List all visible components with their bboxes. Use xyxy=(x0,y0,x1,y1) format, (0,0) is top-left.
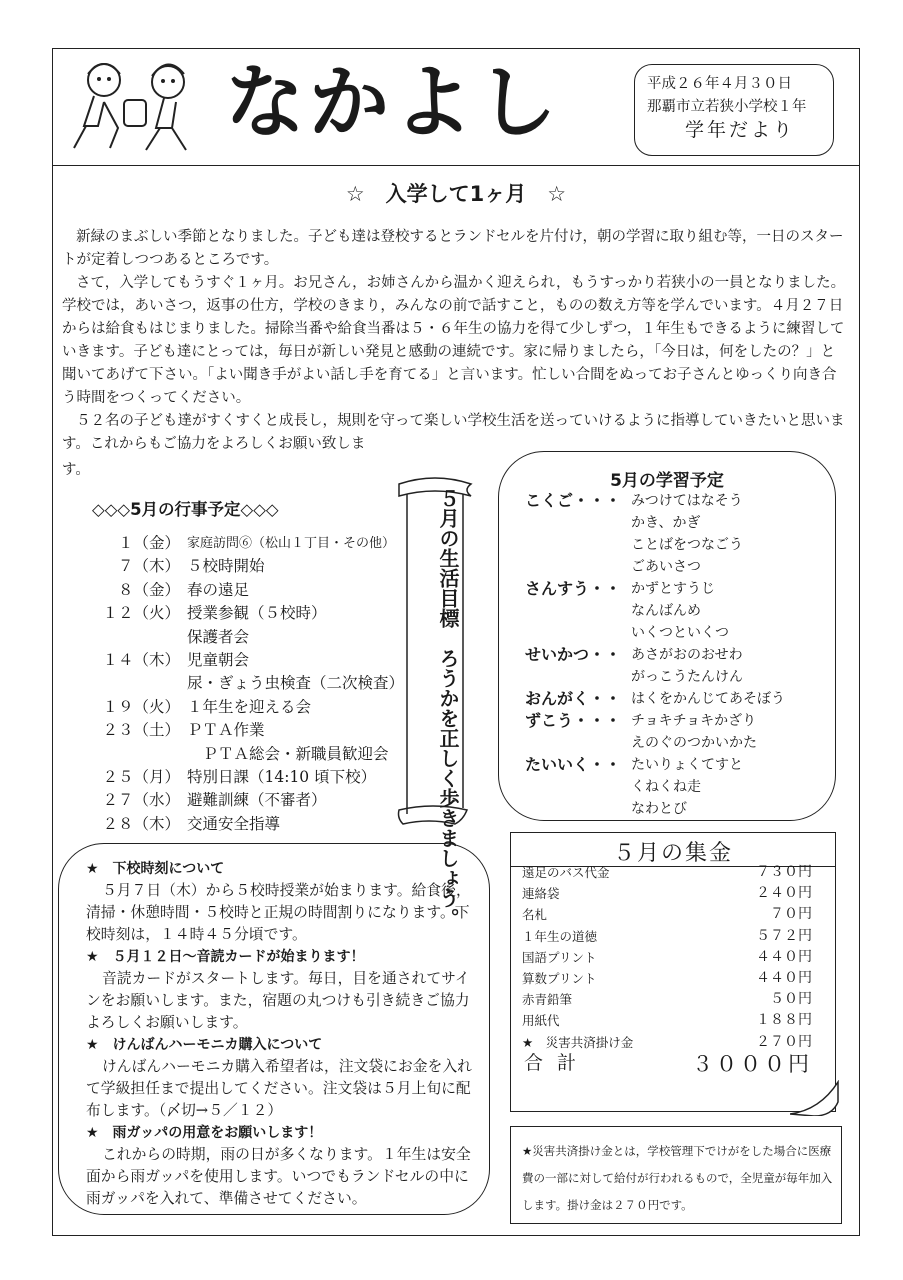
event-row xyxy=(70,626,400,649)
fee-row xyxy=(522,989,812,1010)
event-row xyxy=(70,555,400,578)
notice-body: 音読カードがスタートします。毎日，目を通されてサインをお願いします。また，宿題の丸つけも引き続きご協力よろしくお願いします。 xyxy=(86,970,470,1031)
study-row xyxy=(525,534,825,556)
event-text: 特別日課（14:10 頃下校） xyxy=(187,767,377,786)
fee-name: 算数プリント xyxy=(522,970,597,986)
children-logo xyxy=(64,52,214,162)
event-row xyxy=(70,696,400,719)
notice-heading: ★ 雨ガッパの用意をお願いします！ xyxy=(86,1125,323,1141)
event-text: ５校時開始 xyxy=(187,557,265,576)
fee-row xyxy=(522,968,812,989)
event-date: ７（木） xyxy=(117,557,180,576)
study-subject: ずこう・・・ xyxy=(525,711,622,730)
study-plan-title: 5月の学習予定 xyxy=(610,471,724,491)
fee-amount: ２７０円 xyxy=(756,1033,812,1050)
event-date: １４（木） xyxy=(102,650,180,669)
header-divider xyxy=(52,165,860,166)
fee-amount: ５０円 xyxy=(770,991,812,1008)
event-date: ８（金） xyxy=(117,580,180,599)
event-row xyxy=(70,719,400,742)
notice-heading: ★ けんばんハーモニカ購入について xyxy=(86,1037,323,1053)
study-subject: こくご・・・ xyxy=(525,491,622,510)
event-date: ２５（月） xyxy=(102,767,180,786)
footnote-text: ★災害共済掛け金とは，学校管理下でけがをした場合に医療費の一部に対して給付が行われるもので，全児童が毎年加入します。掛け金は２７０円です。 xyxy=(522,1144,833,1212)
event-row xyxy=(70,532,400,555)
event-text: ＰＴＡ作業 xyxy=(187,721,265,740)
notices-list xyxy=(86,858,474,1210)
issue-date: 平成２６年４月３０日 xyxy=(647,76,792,92)
event-row xyxy=(70,813,400,836)
event-text: 避難訓練（不審者） xyxy=(187,791,327,810)
event-text: 家庭訪問⑥（松山１丁目・その他） xyxy=(187,536,396,551)
fee-row xyxy=(522,862,812,883)
notice-body: これからの時期，雨の日が多くなります。１年生は安全面から雨ガッパを使用します。いつでもランドセルの中に雨ガッパを入れて、準備させてください。 xyxy=(86,1146,471,1207)
fee-name: 連絡袋 xyxy=(522,886,560,902)
event-text: ＰＴＡ総会・新職員歓迎会 xyxy=(187,744,389,763)
fees-total-label: 合計 xyxy=(524,1052,591,1074)
intro-paragraph-3-end: す。 xyxy=(62,462,90,478)
study-item: はくをかんじてあそぼう xyxy=(631,691,785,707)
fees-list xyxy=(522,862,812,1053)
study-item: かずとすうじ xyxy=(631,581,715,597)
notice-heading: ★ 下校時刻について xyxy=(86,861,225,877)
newsletter-type: 学年だより xyxy=(685,119,796,141)
fee-amount: ２４０円 xyxy=(756,885,812,902)
fee-amount: ７３０円 xyxy=(756,864,812,880)
event-text: 尿・ぎょう虫検査（二次検査） xyxy=(187,674,405,693)
events-list xyxy=(70,532,405,836)
study-subject: おんがく・・ xyxy=(525,689,622,708)
school-name: 那覇市立若狭小学校１年 xyxy=(647,99,807,115)
fee-row xyxy=(522,926,812,947)
event-date: ２７（水） xyxy=(102,791,180,810)
event-row xyxy=(70,579,400,602)
event-text: 春の遠足 xyxy=(187,580,250,599)
study-plan-list xyxy=(525,490,825,820)
notice-body: けんばんハーモニカ購入希望者は，注文袋にお金を入れて学級担任まで提出してください。注文袋は５月上旬に配布します。（〆切→５／１２） xyxy=(86,1058,472,1119)
page-curl xyxy=(790,1080,840,1116)
study-subject: たいいく・・ xyxy=(525,755,622,774)
study-item: みつけてはなそう xyxy=(631,493,743,509)
study-row xyxy=(525,776,825,798)
study-subject: せいかつ・・ xyxy=(525,645,622,664)
event-row xyxy=(70,743,400,766)
study-row xyxy=(525,556,825,578)
study-row xyxy=(525,798,825,820)
study-row xyxy=(525,710,825,732)
study-row xyxy=(525,644,825,666)
event-text: １年生を迎える会 xyxy=(187,697,312,716)
fee-amount: ４４０円 xyxy=(756,948,812,965)
event-text: 児童朝会 xyxy=(187,650,250,669)
study-item: くねくね走 xyxy=(631,779,701,795)
fee-name: 赤青鉛筆 xyxy=(522,992,573,1008)
intro-paragraph-3: ５２名の子ども達がすくすくと成長し，規則を守って楽しい学校生活を送っていけるように指導していきたいと思います。これからもご協力をよろしくお願い致しま xyxy=(62,413,845,452)
events-title: ◇◇◇5月の行事予定◇◇◇ xyxy=(92,500,279,519)
study-row xyxy=(525,622,825,644)
study-item: たいりょくてすと xyxy=(631,757,743,773)
fee-amount: ５７２円 xyxy=(756,927,812,944)
event-date: １（金） xyxy=(117,534,180,552)
study-row xyxy=(525,512,825,534)
event-date: １９（火） xyxy=(102,697,180,716)
fee-amount: ７０円 xyxy=(770,906,812,923)
study-row xyxy=(525,600,825,622)
life-goal-text: ５月の生活目標 ろうかを正しく歩きましょう。 xyxy=(436,488,460,928)
fee-row xyxy=(522,883,812,904)
study-item: なわとび xyxy=(631,801,687,817)
study-item: ごあいさつ xyxy=(631,559,701,575)
event-row xyxy=(70,649,400,672)
study-subject: さんすう・・ xyxy=(525,579,622,598)
date-box xyxy=(634,64,834,156)
event-date: １２（火） xyxy=(102,604,180,623)
fee-row xyxy=(522,947,812,968)
event-row xyxy=(70,602,400,625)
newsletter-title: なかよし xyxy=(225,56,561,149)
fee-row xyxy=(522,1010,812,1031)
fee-name: 名札 xyxy=(522,907,548,923)
fees-total-row xyxy=(522,1048,812,1074)
study-item: なんばんめ xyxy=(631,603,701,619)
study-row xyxy=(525,688,825,710)
event-text: 授業参観（５校時） xyxy=(187,604,327,623)
fee-name: 用紙代 xyxy=(522,1013,560,1029)
event-row xyxy=(70,789,400,812)
study-row xyxy=(525,666,825,688)
fee-row xyxy=(522,904,812,925)
study-item: あさがおのおせわ xyxy=(631,647,743,663)
fee-amount: ４４０円 xyxy=(756,969,812,986)
study-row xyxy=(525,754,825,776)
study-row xyxy=(525,732,825,754)
intro-paragraph-1: 新緑のまぶしい季節となりました。子ども達は登校するとランドセルを片付け，朝の学習に取り組む等，一日のスタートが定着しつつあるところです。 xyxy=(62,229,844,268)
event-date: ２３（土） xyxy=(102,721,180,740)
study-item: ことばをつなごう xyxy=(631,537,743,553)
event-text: 交通安全指導 xyxy=(187,814,281,833)
fee-name: 国語プリント xyxy=(522,949,597,965)
study-item: かき、かぎ xyxy=(631,515,701,531)
study-row xyxy=(525,578,825,600)
headline: ☆ 入学して1ヶ月 ☆ xyxy=(345,182,567,206)
study-item: チョキチョキかざり xyxy=(631,713,757,729)
notice-heading: ★ ５月１２日～音読カードが始まります！ xyxy=(86,949,365,965)
fee-name: １年生の道徳 xyxy=(522,928,598,944)
fee-amount: １８８円 xyxy=(756,1012,812,1029)
study-item: がっこうたんけん xyxy=(631,669,743,685)
fees-title: ５月の集金 xyxy=(612,841,733,866)
study-item: いくつといくつ xyxy=(631,625,729,641)
fee-name: ★ 災害共済掛け金 xyxy=(522,1034,634,1050)
event-text: 保護者会 xyxy=(187,627,250,646)
fee-name: 遠足のバス代金 xyxy=(522,865,610,880)
intro-paragraph-2: さて，入学してもうすぐ１ヶ月。お兄さん，お姉さんから温かく迎えられ，もうすっかり若狭小の一員となりました。学校では，あいさつ，返事の仕方，学校のきまり，みんなの前で話すこと，ものの数え方等を学んでいます。４月２７日からは給食もはじまりました。掃除当番や給食当番は５・６年生の協力を得て少しずつ，１年生もできるように練習していきます。子ども達にとっては，毎日が新しい発見と感動の連続です。家に帰りましたら，「今日は，何をしたの？」と聞いてあげて下さい。「よい聞き手がよい話し手を育てる」と言います。忙しい合間をぬってお子さんとゆっくり向き合う時間をつくってください。 xyxy=(62,275,846,406)
event-row xyxy=(70,672,405,695)
fees-total-value: ３０００円 xyxy=(692,1052,812,1076)
study-row xyxy=(525,490,825,512)
event-date: ２８（木） xyxy=(102,814,180,833)
study-item: えのぐのつかいかた xyxy=(631,735,757,751)
notice-body: ５月７日（木）から５校時授業が始まります。給食後，清掃・休憩時間・５校時と正規の時間割りになります。下校時刻は，１４時４５分頃です。 xyxy=(86,882,471,943)
event-row xyxy=(70,766,400,789)
